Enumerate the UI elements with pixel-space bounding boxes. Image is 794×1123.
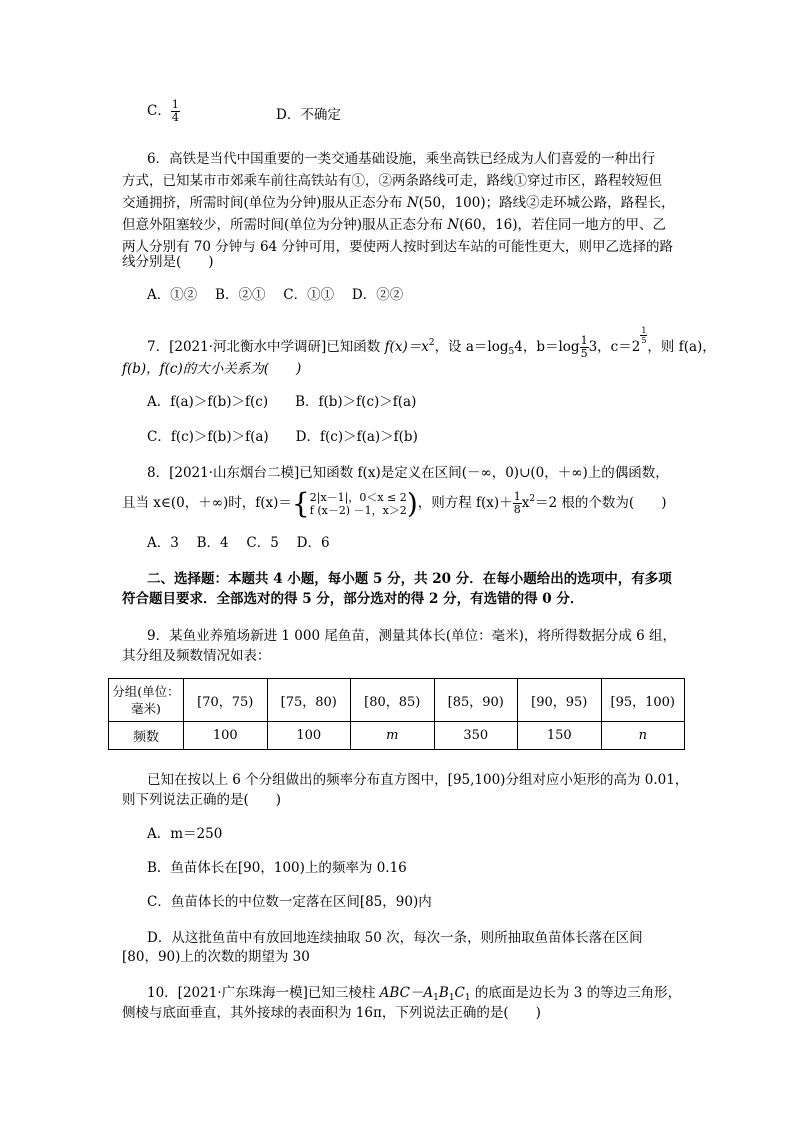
table-cell: 150 (518, 722, 602, 750)
table-cell: n (601, 722, 685, 750)
table-header-cell: 分组(单位： 毫米) (109, 679, 184, 722)
q8-options: A．3 B．4 C．5 D．6 (147, 535, 330, 551)
q10-line-2: 侧棱与底面垂直，其外接球的表面积为 16π，下列说法正确的是( ) (122, 1005, 541, 1021)
q6-line-3: 交通拥挤，所需时间(单位为分钟)服从正态分布 N(50，100)；路线②走环城公路，路程长， (122, 195, 675, 211)
table-cell: [80，85) (351, 679, 435, 722)
section-2-line-2: 符合题目要求．全部选对的得 5 分，部分选对的得 2 分，有选错的得 0 分． (122, 591, 584, 607)
q9-option-c: C．鱼苗体长的中位数一定落在区间[85，90)内 (147, 894, 432, 910)
table-row-label: 频数 (109, 722, 184, 750)
q6-line-4: 但意外阻塞较少，所需时间(单位为分钟)服从正态分布 N(60，16)，若住同一地方的甲、乙 (122, 217, 667, 233)
q8-line-1: 8．[2021·山东烟台二模]已知函数 f(x)是定义在区间(－∞，0)∪(0，＋∞)上的偶函数， (147, 465, 669, 481)
table-cell: 100 (267, 722, 351, 750)
q9-line-3: 已知在按以上 6 个分组做出的频率分布直方图中，[95,100)分组对应小矩形的高为 0.01， (147, 772, 689, 788)
q9-line-4: 则下列说法正确的是( ) (122, 792, 282, 808)
section-2-line-1: 二、选择题：本题共 4 小题，每小题 5 分，共 20 分．在每小题给出的选项中，有多项 (147, 571, 672, 587)
q7-options-cd: C．f(c)＞f(b)＞f(a) D．f(c)＞f(a)＞f(b) (147, 429, 418, 445)
table-row-counts (109, 722, 685, 750)
q9-option-d-line-2: [80，90)上的次数的期望为 30 (122, 949, 310, 965)
q6-line-1: 6．高铁是当代中国重要的一类交通基础设施，乘坐高铁已经成为人们喜爱的一种出行 (147, 151, 656, 167)
q6-line-6: 线分别是( ) (122, 254, 214, 270)
q8-line-2: 且当 x∈(0，＋∞)时，f(x)＝{ 2|x－1|，0＜x ≤ 2 f (x－2) －1，x＞2 )，则方程 f(x)＋ $\frac{1}{8}$ $x^2=2$ 根的个数为( ) (122, 486, 667, 520)
table-cell: [90，95) (518, 679, 602, 722)
q10-line-1: 10．[2021·广东珠海一模]已知三棱柱 $ABC-A_1B_1C_1$ 的底面是边长为 3 的等边三角形， (147, 985, 682, 1003)
table-row-groups (109, 679, 685, 722)
fraction-one-quarter: $\frac{1}{4}$ (171, 98, 179, 124)
table-cell: [85，90) (434, 679, 518, 722)
table-cell: m (351, 722, 435, 750)
table-cell: [70，75) (184, 679, 268, 722)
log-base-fraction: $\frac{1}{5}$ (580, 334, 588, 360)
q6-options: A．①② B．②① C．①① D．②② (147, 287, 404, 303)
q6-line-2: 方式，已知某市市郊乘车前往高铁站有①，②两条路线可走，路线①穿过市区，路程较短但 (122, 173, 662, 189)
q7-options-ab: A．f(a)＞f(b)＞f(c) B．f(b)＞f(c)＞f(a) (147, 394, 417, 410)
table-cell: 350 (434, 722, 518, 750)
frequency-table (108, 678, 685, 750)
q7-line-2: f(b)，f(c)的大小关系为( ) (122, 361, 302, 377)
q6-line-5: 两人分别有 70 分钟与 64 分钟可用，要使两人按时到达车站的可能性更大，则甲乙选择的路 (122, 239, 674, 255)
q9-option-a: A．m＝250 (147, 826, 223, 842)
exponent-fraction: $\frac{1}{5}$ (641, 326, 647, 345)
table-cell: [75，80) (267, 679, 351, 722)
table-cell: [95，100) (601, 679, 685, 722)
q5-option-c: C． $\frac{1}{4}$ (147, 98, 179, 124)
piecewise-close: ) (406, 486, 418, 520)
q5-option-d: D．不确定 (276, 107, 341, 123)
fraction-one-eighth: $\frac{1}{8}$ (513, 490, 521, 516)
piecewise-cases: 2|x－1|，0＜x ≤ 2 f (x－2) －1，x＞2 (309, 490, 407, 517)
q9-line-1: 9．某鱼业养殖场新进 1 000 尾鱼苗，测量其体长(单位：毫米)，将所得数据分成 6 组， (147, 628, 677, 644)
q9-line-2: 其分组及频数情况如表： (122, 648, 271, 664)
q7-line-1: 7．[2021·河北衡水中学调研]已知函数 $f(x)=x^2$，设 $a=\log_54$，b＝log $\frac{1}{5}$ 3，c＝2 $\frac{1}{5}$ ，则 f(a)， (147, 326, 716, 360)
q9-option-b: B．鱼苗体长在[90，100)上的频率为 0.16 (147, 860, 407, 876)
piecewise-brace: { (291, 486, 310, 520)
table-cell: 100 (184, 722, 268, 750)
q9-option-d-line-1: D．从这批鱼苗中有放回地连续抽取 50 次，每次一条，则所抽取鱼苗体长落在区间 (147, 930, 643, 946)
